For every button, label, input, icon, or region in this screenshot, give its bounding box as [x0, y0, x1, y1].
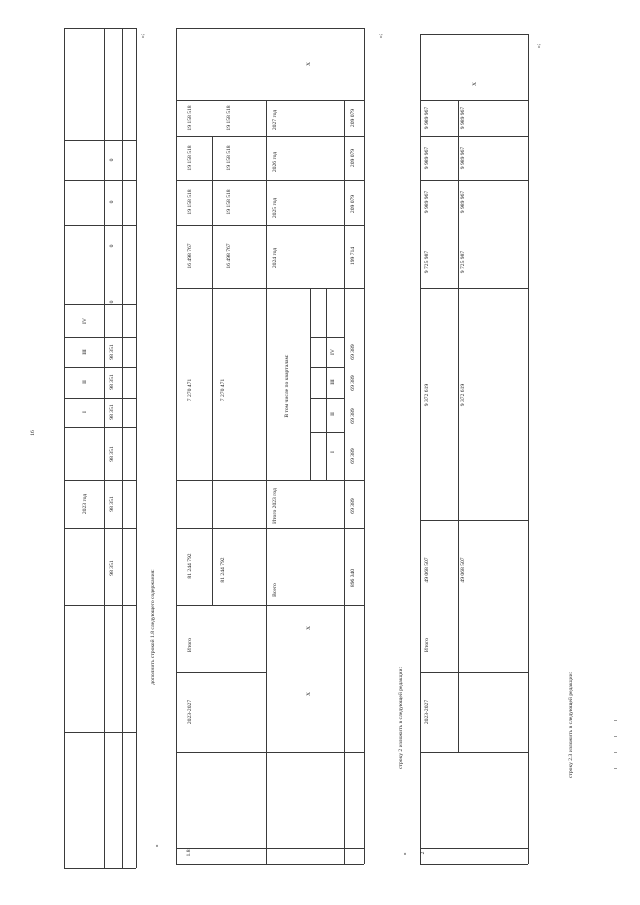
- row-1-8-value-2024: 16 498 767: [187, 243, 194, 269]
- row-1-8-subhead-2027: 2027 год: [272, 109, 279, 131]
- row-1-8-indicator-2025: 209 079: [350, 194, 357, 214]
- row-1-8-indicator-2023: 69 389: [350, 498, 357, 514]
- heading-add-row-1-8: дополнить строкой 1.8 следующего содержания:: [150, 569, 157, 685]
- row-1-8-subhead-2025: 2025 год: [272, 197, 279, 219]
- row-1-8-indicator-2027: 209 079: [350, 108, 357, 128]
- row-2-total-2023: 9 372 619: [424, 383, 431, 407]
- opening-quote-1: «: [154, 844, 161, 848]
- row-1-8-budget-2027: 19 158 518: [226, 105, 233, 131]
- row-1-8-period: 2023-2027: [187, 699, 194, 725]
- row-2-value-2026: 9 989 967: [424, 146, 431, 170]
- row-2-value-2024: 9 725 987: [424, 250, 431, 274]
- row-1-8-subhead-quarter-1: I: [330, 451, 337, 453]
- row-1-8-subhead-quarter-2: II: [330, 412, 337, 416]
- top-later-year-3: 0: [109, 200, 116, 204]
- row-2-period: 2023-2027: [424, 699, 431, 725]
- top-quarter-value-2: 98 351: [109, 404, 116, 420]
- row-1-8-source-total: Итого: [187, 637, 194, 653]
- row-1-8-budget-2026: 19 158 518: [226, 145, 233, 171]
- top-quarter-1: I: [82, 411, 89, 413]
- row-1-8-value-2026: 19 158 518: [187, 145, 194, 171]
- row-1-8-budget-2025: 19 158 518: [226, 189, 233, 215]
- scan-smudge: [614, 720, 617, 721]
- row-1-8-number: 1.8: [186, 849, 193, 857]
- row-1-8-subhead-quarter-4: IV: [330, 349, 337, 355]
- row-1-8-mark-x-period: X: [306, 691, 313, 697]
- row-1-8-subhead-total: Всего: [272, 583, 279, 597]
- row-1-8-value-2027: 19 158 518: [187, 105, 194, 131]
- row-2-budget-2025: 9 989 967: [460, 190, 467, 214]
- row-1-8-value-2025: 19 158 518: [187, 189, 194, 215]
- row-2-source-total: Итого: [424, 637, 431, 653]
- row-2-value-2025: 9 989 967: [424, 190, 431, 214]
- row-1-8-subhead-quarters-label: В том числе по кварталам:: [284, 354, 291, 418]
- row-2-budget-2026: 9 989 967: [460, 146, 467, 170]
- row-1-8-subhead-year-total: Итого 2023 год: [272, 488, 279, 524]
- row-1-8-subhead-quarter-3: III: [330, 379, 337, 385]
- top-year-header: 2023 год: [82, 493, 89, 515]
- top-later-year-2: 0: [109, 244, 116, 248]
- row-1-8-subhead-2024: 2024 год: [272, 247, 279, 269]
- heading-row-2-3: строку 2.3 изложить в следующей редакции:: [568, 671, 575, 779]
- top-quarter-4: IV: [82, 318, 89, 324]
- top-total: 98 351: [109, 560, 116, 576]
- row-2-number: 2: [420, 851, 427, 855]
- heading-row-2: строку 2 изложить в следующей редакции:: [398, 666, 405, 770]
- scan-smudge: [614, 736, 617, 737]
- scan-smudge: [614, 752, 617, 753]
- row-1-8-mark-x-executor: X: [306, 61, 313, 67]
- top-quarter-value-1: 98 351: [109, 446, 116, 462]
- top-quarter-value-4: 98 351: [109, 344, 116, 360]
- row-1-8-indicator-q4: 69 389: [350, 344, 357, 360]
- top-later-year-1: 0: [109, 300, 116, 304]
- row-1-8-indicator-q2: 69 389: [350, 408, 357, 424]
- row-2-budget-total-2023: 9 372 619: [460, 383, 467, 407]
- row-2-budget-2024: 9 725 987: [460, 250, 467, 274]
- scan-smudge: [614, 768, 617, 769]
- top-quarter-value-3: 98 351: [109, 374, 116, 390]
- row-1-8-indicator-2026: 209 079: [350, 148, 357, 168]
- row-1-8-budget-2024: 16 498 767: [226, 243, 233, 269]
- row-1-8-indicator-total: 896 340: [350, 568, 357, 588]
- closing-quote-2: »;: [378, 33, 385, 39]
- row-2-total: 49 068 507: [424, 557, 431, 583]
- row-2-mark-x: X: [472, 81, 479, 87]
- row-1-8-indicator-q3: 69 389: [350, 375, 357, 391]
- top-quarter-2: II: [82, 380, 89, 384]
- row-1-8-indicator-q1: 69 389: [350, 448, 357, 464]
- top-quarter-3: III: [82, 349, 89, 355]
- row-2-value-2027: 9 989 967: [424, 106, 431, 130]
- top-year-value: 98 351: [109, 496, 116, 512]
- row-1-8-budget-total: 81 244 792: [220, 557, 227, 583]
- opening-quote-2: «: [402, 852, 409, 856]
- row-2-budget-2027: 9 989 967: [460, 106, 467, 130]
- row-1-8-total-2023: 7 270 471: [187, 378, 194, 402]
- row-1-8-total: 81 244 792: [187, 553, 194, 579]
- closing-quote-3: »;: [536, 43, 543, 49]
- closing-quote: »;: [140, 33, 147, 39]
- row-1-8-budget-total-2023: 7 270 471: [220, 378, 227, 402]
- top-later-year-4: 0: [109, 158, 116, 162]
- row-2-budget-total: 49 068 507: [460, 557, 467, 583]
- row-1-8-mark-x-source: X: [306, 625, 313, 631]
- row-1-8-subhead-2026: 2026 год: [272, 151, 279, 173]
- row-1-8-indicator-2024: 199 714: [350, 246, 357, 266]
- page-number: 16: [30, 430, 37, 436]
